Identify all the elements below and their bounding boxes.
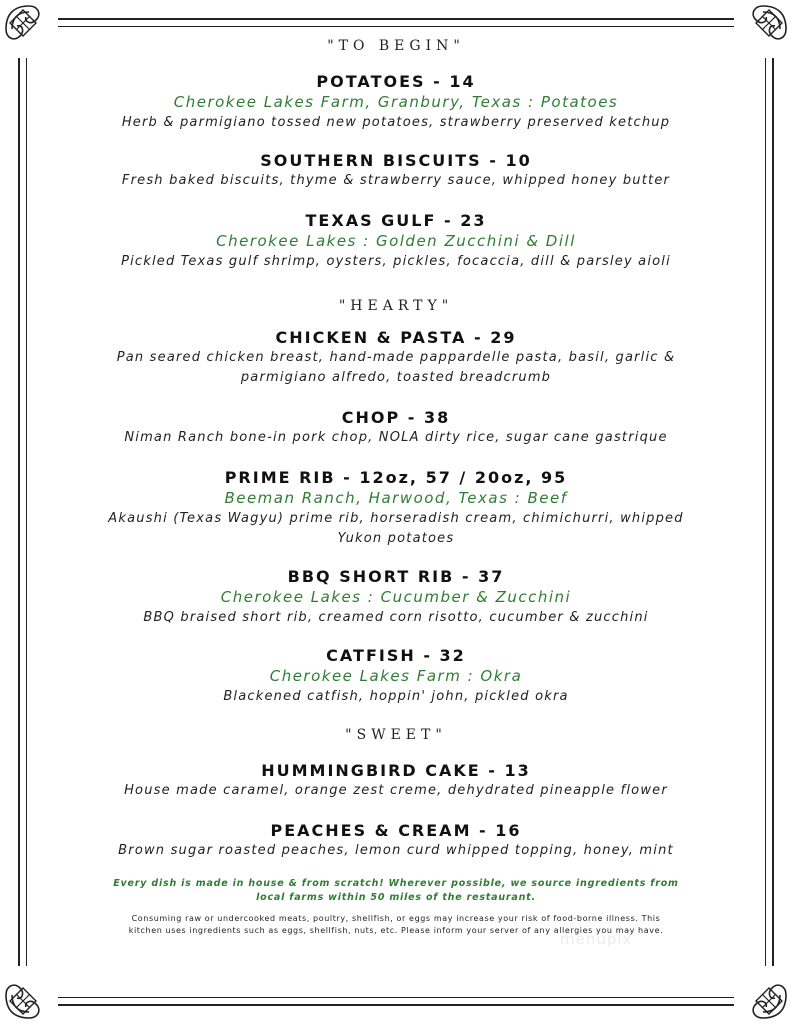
corner-ornament-icon (734, 966, 792, 1024)
section-heading-begin: "TO BEGIN" (327, 38, 465, 54)
item-description: Pickled Texas gulf shrimp, oysters, pickles, focaccia, dill & parsley aioli (121, 254, 671, 269)
item-description: Fresh baked biscuits, thyme & strawberry sauce, whipped honey butter (121, 173, 671, 188)
item-name: CHOP - 38 (341, 408, 451, 427)
menu-item-chicken-pasta (60, 328, 732, 388)
item-description: House made caramel, orange zest creme, dehydrated pineapple flower (124, 783, 668, 798)
item-description: Brown sugar roasted peaches, lemon curd whipped topping, honey, mint (118, 843, 674, 858)
menu-item-catfish (60, 646, 732, 707)
section-heading-hearty: "HEARTY" (338, 298, 454, 314)
item-name: PEACHES & CREAM - 16 (270, 821, 522, 840)
item-name: CATFISH - 32 (326, 646, 466, 665)
warning-line: Consuming raw or undercooked meats, poultry, shellfish, or eggs may increase your risk of food-borne illness. This (131, 914, 661, 923)
sourcing-note-line: Every dish is made in house & from scratch! Wherever possible, we source ingredients from (113, 878, 679, 889)
menu-item-hummingbird-cake (60, 761, 732, 801)
item-farm-source: Cherokee Lakes : Golden Zucchini & Dill (216, 232, 576, 250)
item-description: parmigiano alfredo, toasted breadcrumb (240, 370, 552, 385)
item-description: Yukon potatoes (337, 531, 455, 546)
warning-line: kitchen uses ingredients such as eggs, shellfish, nuts, etc. Please inform your server of any allergies you may have. (128, 926, 664, 935)
local-sourcing-note (60, 877, 732, 905)
sourcing-note-line: local farms within 50 miles of the restaurant. (256, 892, 536, 903)
watermark: menupix (560, 930, 633, 948)
menu-item-prime-rib (60, 468, 732, 549)
corner-ornament-icon (734, 0, 792, 58)
item-name: BBQ SHORT RIB - 37 (287, 567, 505, 586)
item-name: SOUTHERN BISCUITS - 10 (260, 151, 532, 170)
corner-ornament-icon (0, 0, 58, 58)
item-farm-source: Beeman Ranch, Harwood, Texas : Beef (224, 489, 568, 507)
menu-item-southern-biscuits (60, 151, 732, 191)
item-name: TEXAS GULF - 23 (305, 211, 487, 230)
section-heading-sweet: "SWEET" (345, 727, 447, 743)
item-description: Herb & parmigiano tossed new potatoes, strawberry preserved ketchup (121, 115, 671, 130)
item-description: Blackened catfish, hoppin' john, pickled okra (223, 689, 569, 704)
item-name: HUMMINGBIRD CAKE - 13 (261, 761, 531, 780)
item-farm-source: Cherokee Lakes : Cucumber & Zucchini (220, 588, 572, 606)
item-name: CHICKEN & PASTA - 29 (275, 328, 517, 347)
item-farm-source: Cherokee Lakes Farm, Granbury, Texas : Potatoes (173, 93, 619, 111)
item-description: Niman Ranch bone-in pork chop, NOLA dirty rice, sugar cane gastrique (124, 430, 668, 445)
menu-item-chop (60, 408, 732, 448)
item-name: PRIME RIB - 12oz, 57 / 20oz, 95 (224, 468, 568, 487)
item-farm-source: Cherokee Lakes Farm : Okra (269, 667, 523, 685)
item-description: Pan seared chicken breast, hand-made pappardelle pasta, basil, garlic & (116, 350, 676, 365)
menu-content (60, 38, 732, 937)
menu-item-peaches-cream (60, 821, 732, 861)
corner-ornament-icon (0, 966, 58, 1024)
item-name: POTATOES - 14 (316, 72, 476, 91)
menu-item-bbq-short-rib (60, 567, 732, 628)
item-description: BBQ braised short rib, creamed corn risotto, cucumber & zucchini (143, 610, 649, 625)
menu-item-texas-gulf (60, 211, 732, 272)
menu-item-potatoes (60, 72, 732, 133)
item-description: Akaushi (Texas Wagyu) prime rib, horseradish cream, chimichurri, whipped (108, 511, 684, 526)
